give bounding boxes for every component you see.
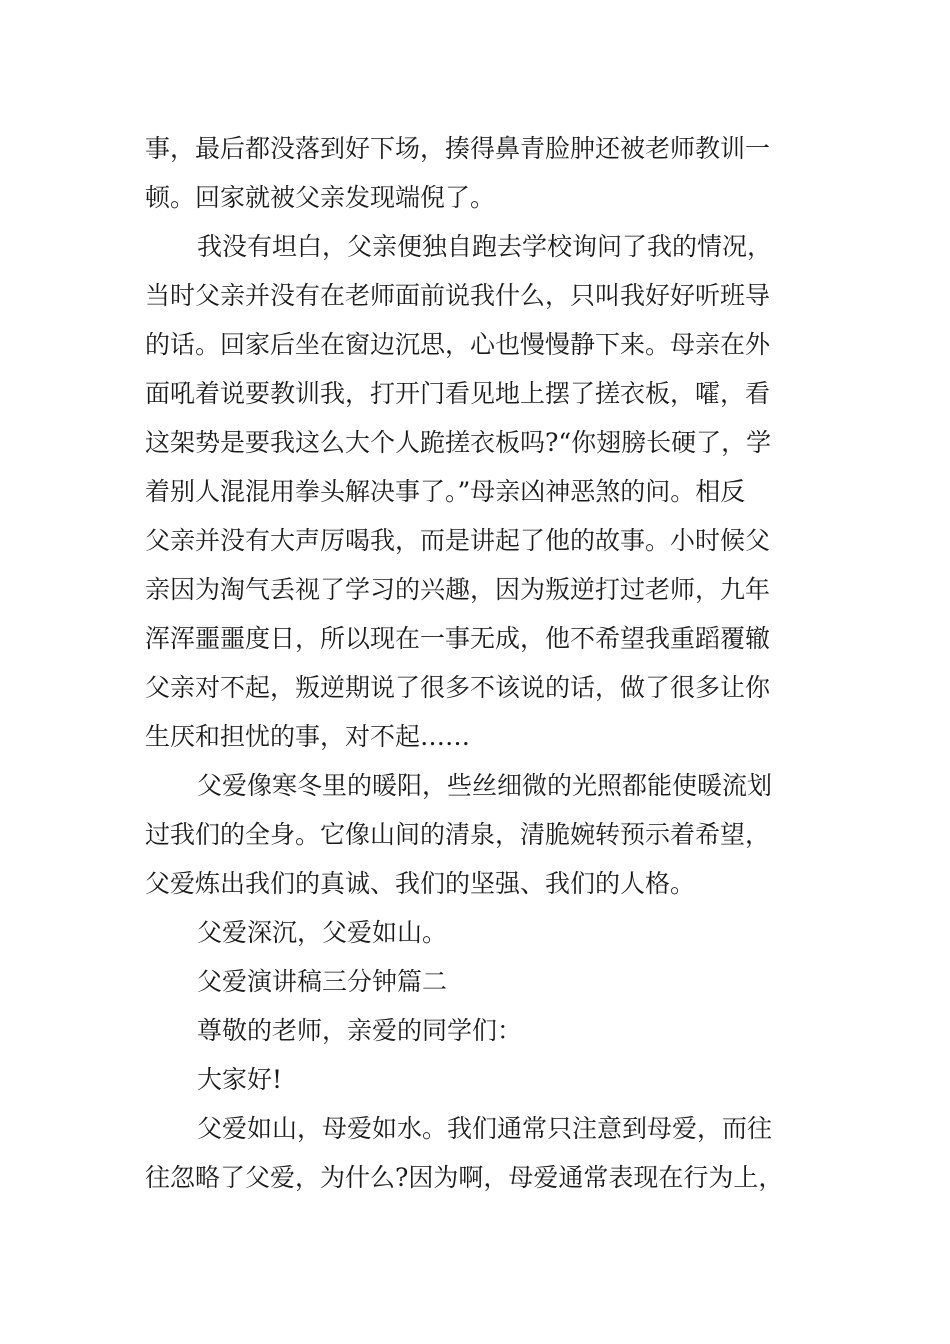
text-line: 浑浑噩噩度日，所以现在一事无成，他不希望我重蹈覆辙	[145, 624, 771, 653]
text-line: 往忽略了父爱，为什么?因为啊，母爱通常表现在行为上，	[145, 1163, 784, 1192]
paragraph-start: 我没有坦白，父亲便独自跑去学校询问了我的情况，	[197, 232, 773, 261]
text-line: 事，最后都没落到好下场，揍得鼻青脸肿还被老师教训一	[145, 134, 771, 163]
paragraph-start: 父爱如山，母爱如水。我们通常只注意到母爱，而往	[197, 1114, 773, 1143]
text-line: 面吼着说要教训我，打开门看见地上摆了搓衣板，嚯，看	[145, 379, 771, 408]
section-heading: 父爱演讲稿三分钟篇二	[197, 967, 448, 996]
document-body	[145, 124, 815, 1202]
text-line: 亲因为淘气丢视了学习的兴趣，因为叛逆打过老师，九年	[145, 575, 771, 604]
text-line: 过我们的全身。它像山间的清泉，清脆婉转预示着希望，	[145, 820, 771, 849]
greeting: 大家好!	[197, 1065, 283, 1094]
text-line: 顿。回家就被父亲发现端倪了。	[145, 183, 496, 212]
text-line: 父亲对不起，叛逆期说了很多不该说的话，做了很多让你	[145, 673, 771, 702]
text-line: 这架势是要我这么大个人跪搓衣板吗?“你翅膀长硬了，学	[145, 428, 772, 457]
paragraph-start: 父爱像寒冬里的暖阳，些丝细微的光照都能使暖流划	[197, 771, 773, 800]
text-line: 当时父亲并没有在老师面前说我什么，只叫我好好听班导	[145, 281, 771, 310]
text-line: 生厌和担忧的事，对不起……	[145, 722, 471, 751]
paragraph-start: 父爱深沉，父爱如山。	[197, 918, 448, 947]
text-line: 着别人混混用拳头解决事了。”母亲凶神恶煞的问。相反	[145, 477, 746, 506]
text-line: 的话。回家后坐在窗边沉思，心也慢慢静下来。母亲在外	[145, 330, 771, 359]
salutation: 尊敬的老师，亲爱的同学们：	[197, 1016, 523, 1045]
text-line: 父爱炼出我们的真诚、我们的坚强、我们的人格。	[145, 869, 696, 898]
text-line: 父亲并没有大声厉喝我，而是讲起了他的故事。小时候父	[145, 526, 771, 555]
